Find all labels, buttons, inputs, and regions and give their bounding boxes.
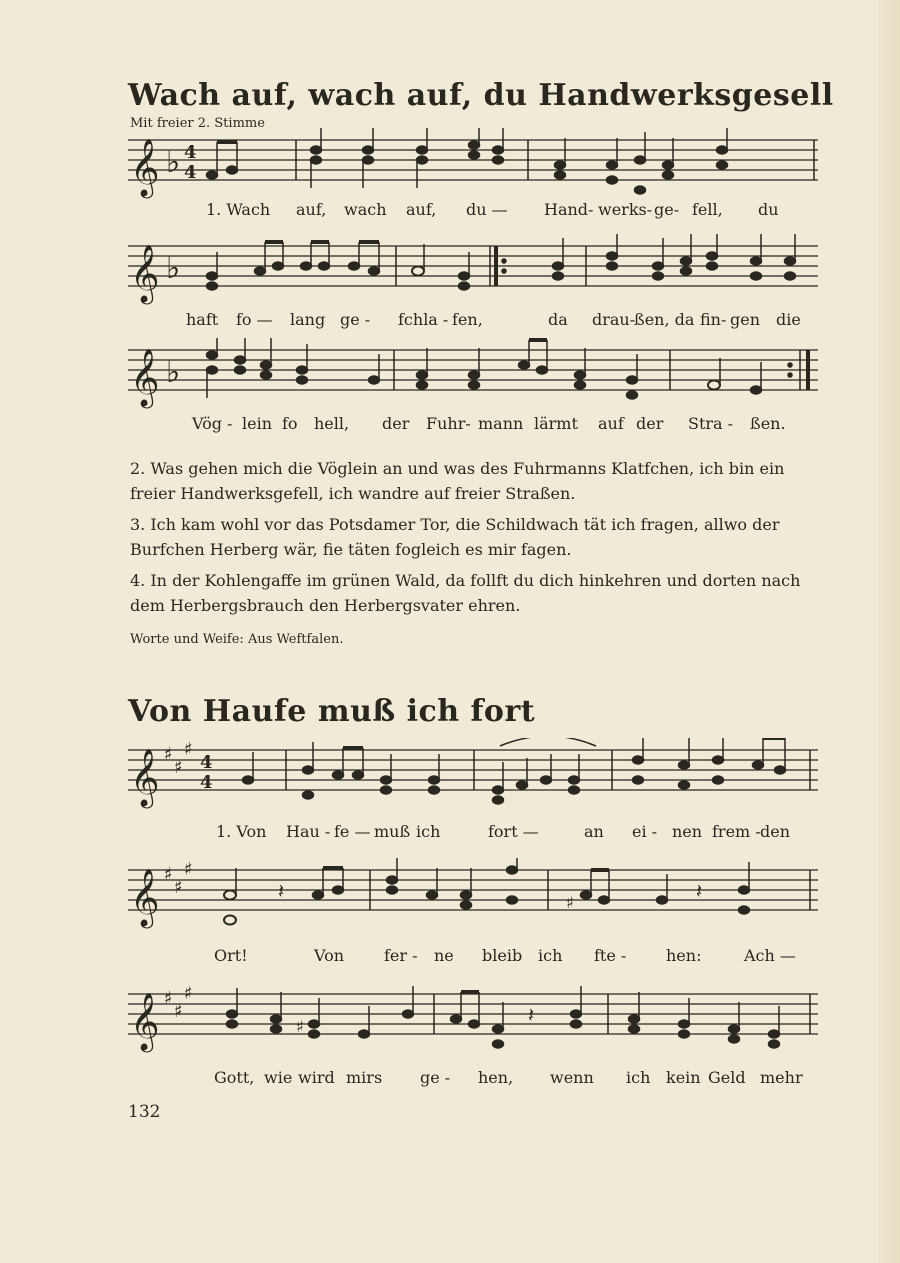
syllable: frem - [712, 822, 761, 841]
syllable: Hau - [286, 822, 331, 841]
sharp-icon: ♯ [184, 983, 193, 1004]
sharp-icon: ♯ [566, 893, 574, 912]
song-credit-1: Worte und Weife: Aus Weftfalen. [130, 632, 344, 647]
syllable: 1. Wach [206, 200, 271, 219]
syllable: du — [466, 200, 508, 219]
sharp-icon: ♯ [296, 1017, 304, 1036]
flat-icon: ♭ [166, 145, 181, 180]
staff-2-3 [128, 982, 818, 1062]
sharp-icon: ♯ [184, 739, 193, 760]
syllable: wenn [550, 1068, 594, 1087]
syllable: die [776, 310, 801, 329]
syllable: du [758, 200, 779, 219]
syllable: bleib [482, 946, 523, 965]
sharp-icon: ♯ [164, 744, 173, 765]
syllable: werks- [598, 200, 653, 219]
treble-clef-icon: 𝄞 [130, 992, 160, 1050]
syllable: gen [730, 310, 761, 329]
syllable: ge - [420, 1068, 451, 1087]
syllable: der [636, 414, 664, 433]
lyric-line-1-2 [0, 310, 900, 334]
syllable: fchla - [398, 310, 449, 329]
syllable: an [584, 822, 604, 841]
syllable: drau- [592, 310, 636, 329]
staff-1-3 [128, 338, 818, 418]
sharp-icon: ♯ [184, 859, 193, 880]
syllable: der [382, 414, 410, 433]
syllable: ßen, da [634, 310, 695, 329]
syllable: Fuhr- [426, 414, 471, 433]
staff-2-2 [128, 858, 818, 938]
lyric-line-2-1 [0, 822, 900, 846]
page-number: 132 [128, 1102, 161, 1122]
syllable: fen, [452, 310, 483, 329]
lyric-line-1-1 [0, 200, 900, 224]
syllable: nen [672, 822, 703, 841]
sharp-icon: ♯ [174, 877, 183, 898]
syllable: kein [666, 1068, 701, 1087]
flat-icon: ♭ [166, 251, 181, 286]
syllable: mann [478, 414, 524, 433]
syllable: Gott, [214, 1068, 255, 1087]
syllable: ßen. [750, 414, 786, 433]
syllable: lärmt [534, 414, 578, 433]
flat-icon: ♭ [166, 355, 181, 390]
syllable: muß [374, 822, 411, 841]
syllable: da [548, 310, 568, 329]
verses-song-1 [130, 456, 820, 618]
treble-clef-icon: 𝄞 [130, 244, 160, 302]
song-subtitle-1: Mit freier 2. Stimme [130, 116, 265, 131]
syllable: wach [344, 200, 387, 219]
syllable: fin- [700, 310, 727, 329]
syllable: ge - [340, 310, 371, 329]
sharp-icon: ♯ [174, 1001, 183, 1022]
syllable: wird [298, 1068, 335, 1087]
syllable: ne [434, 946, 454, 965]
syllable: auf, [406, 200, 437, 219]
syllable: lang [290, 310, 326, 329]
syllable: mehr [760, 1068, 803, 1087]
syllable: Vög - [192, 414, 233, 433]
quarter-rest-icon: 𝄽 [528, 1003, 535, 1027]
staff-2-1 [128, 738, 818, 818]
verse-2: 2. Was gehen mich die Vöglein an und was des Fuhrmanns Klatfchen, ich bin ein freier Handwerksgefell, ich wandre auf freier Straßen. [130, 459, 785, 503]
syllable: wie [264, 1068, 293, 1087]
staff-1-2 [128, 234, 818, 314]
syllable: hen: [666, 946, 702, 965]
syllable: mirs [346, 1068, 383, 1087]
syllable: den [760, 822, 791, 841]
syllable: fte - [594, 946, 627, 965]
syllable: fell, [692, 200, 723, 219]
syllable: fo — [236, 310, 273, 329]
syllable: ich [626, 1068, 651, 1087]
syllable: fe — [334, 822, 371, 841]
time-signature-top: 4 [184, 142, 197, 163]
treble-clef-icon: 𝄞 [130, 138, 160, 196]
syllable: auf, [296, 200, 327, 219]
syllable: fer - [384, 946, 418, 965]
syllable: ge- [654, 200, 680, 219]
sharp-icon: ♯ [164, 988, 173, 1009]
staff-1-1 [128, 128, 818, 208]
lyric-line-1-3 [0, 414, 900, 438]
time-signature-bottom: 4 [200, 772, 213, 793]
syllable: Ach — [744, 946, 796, 965]
syllable: haft [186, 310, 219, 329]
syllable: ich [538, 946, 563, 965]
syllable: 1. Von [216, 822, 267, 841]
syllable: Hand- [544, 200, 594, 219]
lyric-line-2-3 [0, 1068, 900, 1092]
time-signature-bottom: 4 [184, 162, 197, 183]
verse-4: 4. In der Kohlengaffe im grünen Wald, da follft du dich hinkehren und dorten nach dem Herbergsbrauch den Herbergsvater ehren. [130, 571, 801, 615]
syllable: hell, [314, 414, 350, 433]
syllable: auf [598, 414, 624, 433]
lyric-line-2-2 [0, 946, 900, 970]
verse-3: 3. Ich kam wohl vor das Potsdamer Tor, die Schildwach tät ich fragen, allwo der Burfchen Herberg wär, fie täten fogleich es mir fagen. [130, 515, 780, 559]
syllable: fo [282, 414, 298, 433]
syllable: Stra - [688, 414, 734, 433]
syllable: hen, [478, 1068, 514, 1087]
treble-clef-icon: 𝄞 [130, 348, 160, 406]
syllable: Geld [708, 1068, 746, 1087]
syllable: fort — [488, 822, 539, 841]
syllable: lein [242, 414, 273, 433]
song-title-1: Wach auf, wach auf, du Handwerksgesell [128, 78, 834, 113]
time-signature-top: 4 [200, 752, 213, 773]
song-title-2: Von Haufe muß ich fort [128, 694, 536, 729]
syllable: ich [416, 822, 441, 841]
sharp-icon: ♯ [174, 757, 183, 778]
syllable: Von [314, 946, 345, 965]
treble-clef-icon: 𝄞 [130, 868, 160, 926]
quarter-rest-icon: 𝄽 [696, 879, 703, 903]
syllable: Ort! [214, 946, 248, 965]
sharp-icon: ♯ [164, 864, 173, 885]
treble-clef-icon: 𝄞 [130, 748, 160, 806]
quarter-rest-icon: 𝄽 [278, 879, 285, 903]
syllable: ei - [632, 822, 658, 841]
